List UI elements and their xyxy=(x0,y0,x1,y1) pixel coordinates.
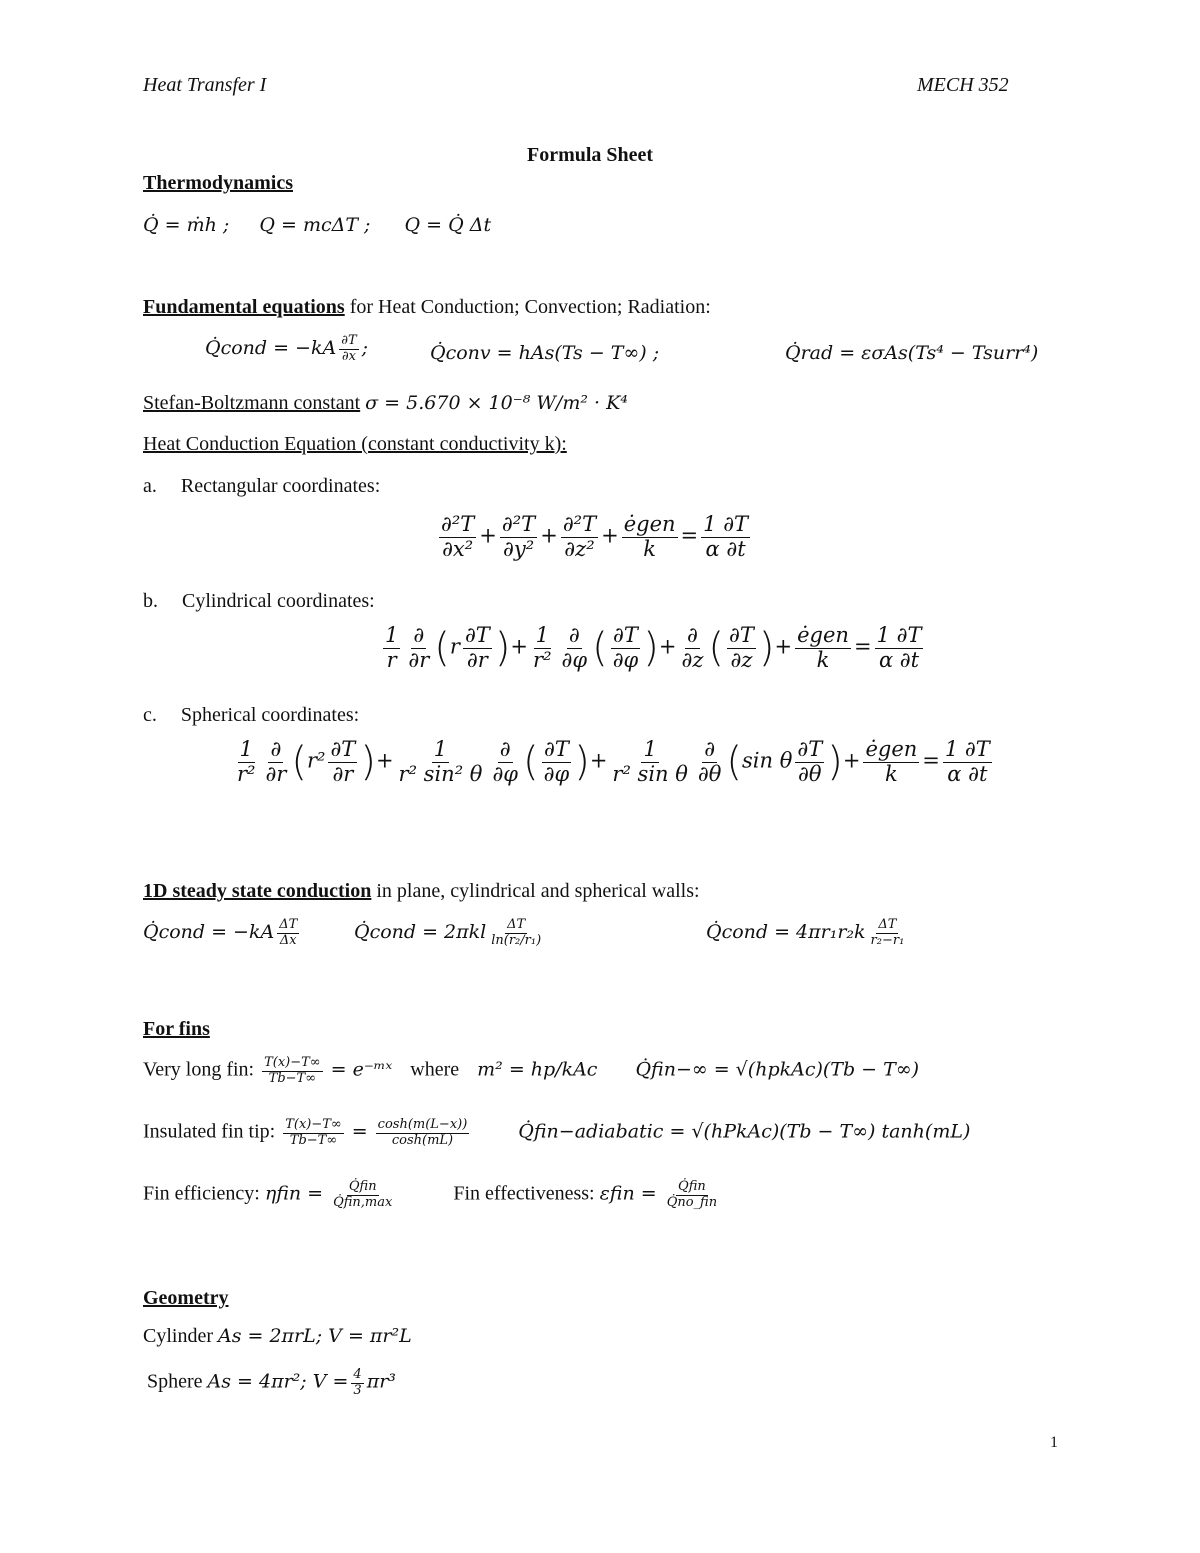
sphere-geometry-eq-2: πr³ xyxy=(366,1370,396,1393)
plus: + xyxy=(540,523,558,548)
sphwall-frac xyxy=(869,918,907,948)
cond-den: ∂x xyxy=(341,348,356,364)
sphere-label: Sphere xyxy=(147,1370,203,1393)
sph-c-num: ∂T xyxy=(330,737,356,761)
rect-t2-num: ∂²T xyxy=(501,512,536,536)
where-text: where xyxy=(410,1058,460,1081)
sph-i-num: ∂T xyxy=(797,737,823,761)
item-c-text: Spherical coordinates: xyxy=(180,704,360,726)
sph-k-den: α ∂t xyxy=(947,761,988,786)
cylinder-geometry-line xyxy=(143,1325,412,1348)
rect-t3-den: ∂z² xyxy=(564,536,595,561)
fundamental-heading: Fundamental equations xyxy=(143,296,345,318)
sphere-geometry-eq-1: As = 4πr²; V = xyxy=(207,1370,349,1393)
long-fin-line xyxy=(143,1056,919,1086)
convection-rate-eq: Q̇conv = hAs(Ts − T∞) ; xyxy=(430,342,660,364)
cylwall-num: ΔT xyxy=(507,917,526,932)
cylindrical-heat-equation: $\frac{1}{r}$ $\frac{\partial}{\partial r}$ (r $\frac{\partial T}{\partial r}$ )+ $\frac{1}{\text{r²}}$ $\frac{\partial}{\partial\varphi}$ ( $\frac{\partial T}{\partial\varphi}$ )+ $\frac{\partial}{\partial z}$ ( $\frac{\partial T}{\partial z}$ )+ $\frac{\text{ėgen}}{k}$ = $\frac{1 \partial T}{\alpha \partial t}$ xyxy=(385,623,922,672)
cyl-c-num: ∂T xyxy=(464,623,490,647)
sph-a xyxy=(235,738,257,786)
cyl-e xyxy=(560,624,590,672)
ins-num-2: cosh(m(L−x)) xyxy=(377,1117,468,1132)
rectangular-heat-equation xyxy=(436,513,753,561)
cyl-label-line xyxy=(143,590,375,613)
cyl-e-num: ∂ xyxy=(568,623,580,647)
heat-conduction-heading: Heat Conduction Equation (constant conductivity k): xyxy=(143,433,567,455)
fins-heading: For fins xyxy=(143,1018,210,1040)
equals: = xyxy=(680,523,699,548)
item-a-text: Rectangular coordinates: xyxy=(180,475,381,497)
sphwall-den: r₂−r₁ xyxy=(870,932,905,948)
cond-end: ; xyxy=(361,337,369,360)
cyl-j-den: α ∂t xyxy=(878,647,920,672)
sph-sin: sin θ xyxy=(742,748,793,773)
eff-num: Q̇fin xyxy=(348,1179,377,1194)
geometry-heading: Geometry xyxy=(143,1287,229,1309)
cyl-b-num: ∂ xyxy=(413,623,425,647)
plane-num: ΔT xyxy=(279,917,298,932)
sph-d-num: 1 xyxy=(433,737,448,761)
cyl-b xyxy=(406,624,431,672)
stefan-label: Stefan-Boltzmann constant xyxy=(143,392,361,414)
thermo-equations xyxy=(143,214,491,236)
fin-efficiency-label: Fin efficiency: xyxy=(143,1182,260,1205)
long-fin-frac xyxy=(262,1056,323,1086)
sph-k xyxy=(943,738,992,786)
steady-tail: in plane, cylindrical and spherical walls: xyxy=(371,880,700,902)
cyl-i-num: ėgen xyxy=(797,623,849,647)
cyl-c xyxy=(463,624,492,672)
sph-r2: r² xyxy=(306,748,326,773)
sph-b xyxy=(263,738,288,786)
thermodynamics-heading: Thermodynamics xyxy=(143,172,293,194)
sph-b-num: ∂ xyxy=(270,737,282,761)
sph-i-den: ∂θ xyxy=(798,761,822,786)
item-b-marker: b. xyxy=(143,590,158,612)
cond-num: ∂T xyxy=(341,333,357,348)
insulated-fin-line xyxy=(143,1118,970,1148)
cyl-f-den: ∂φ xyxy=(612,647,639,672)
sph-e xyxy=(490,738,520,786)
thermo-eq-3: Q = Q̇ Δt xyxy=(404,214,492,236)
eff-den: Q̇fin,max xyxy=(333,1194,393,1210)
cyl-r: r xyxy=(449,634,460,659)
radiation-rate-eq: Q̇rad = εσAs(Ts⁴ − Tsurr⁴) xyxy=(785,342,1039,364)
ins-frac-1 xyxy=(283,1118,344,1148)
sph-label-line xyxy=(143,704,359,727)
plus: + xyxy=(479,523,497,548)
fin-effectiveness-frac xyxy=(665,1180,719,1210)
sph-f-num: ∂T xyxy=(543,737,569,761)
effv-num: Q̇fin xyxy=(678,1179,706,1194)
rect-t1-den: ∂x² xyxy=(442,536,474,561)
sphere-geometry-line xyxy=(147,1368,396,1398)
fin-efficiency-lhs: ηfin = xyxy=(264,1182,324,1205)
sph-g-num: 1 xyxy=(643,737,657,761)
ins-equals: = xyxy=(351,1120,368,1143)
ins-frac-2 xyxy=(376,1118,470,1148)
cyl-a-num: 1 xyxy=(385,623,399,647)
stefan-value: σ = 5.670 × 10⁻⁸ W/m² · K⁴ xyxy=(365,392,628,414)
ins-den-1: Tb−T∞ xyxy=(289,1132,338,1148)
rect-t1-num: ∂²T xyxy=(441,512,475,536)
fin-efficiency-line xyxy=(143,1180,722,1210)
item-a-marker: a. xyxy=(143,475,157,497)
fin-effectiveness-label: Fin effectiveness: xyxy=(453,1182,595,1205)
rect-rhs xyxy=(701,513,750,561)
cyl-g xyxy=(679,624,705,672)
cyl-a-den: r xyxy=(386,647,397,672)
sph-i xyxy=(795,738,824,786)
cyl-e-den: ∂φ xyxy=(561,647,588,672)
header-course-code: MECH 352 xyxy=(917,74,1009,96)
sph-e-den: ∂φ xyxy=(492,761,519,786)
plane-lhs: Q̇cond = −kA xyxy=(143,921,275,944)
spherical-heat-equation: $\frac{1}{\text{r²}}$ $\frac{\partial}{\partial r}$ (r² $\frac{\partial T}{\partial r}$ )+ $\frac{1}{\text{r² sin² θ}}$ $\frac{\partial}{\partial\varphi}$ ( $\frac{\partial T}{\partial\varphi}$ )+ $\frac{1}{\text{r² sin θ}}$ $\frac{\partial}{\partial\theta}$ (sin θ $\frac{\partial T}{\partial\theta}$ )+ $\frac{\text{ėgen}}{k}$ = $\frac{1 \partial T}{\alpha \partial t}$ xyxy=(237,737,990,786)
sph-h-den: ∂θ xyxy=(697,761,722,786)
ins-den-2: cosh(mL) xyxy=(391,1132,454,1148)
rect-t2-den: ∂y² xyxy=(502,536,535,561)
cylinder-geometry-eq: As = 2πrL; V = πr²L xyxy=(218,1325,412,1347)
sph-k-num: 1 ∂T xyxy=(944,737,990,761)
sph-f-den: ∂φ xyxy=(543,761,570,786)
sphere-den: 3 xyxy=(353,1382,362,1398)
long-fin-heat-rate: Q̇fin−∞ = √(hpkAc)(Tb − T∞) xyxy=(635,1058,920,1081)
sph-h-num: ∂ xyxy=(704,737,716,761)
rect-term-3 xyxy=(561,513,598,561)
rect-label-line xyxy=(143,475,380,498)
cylinder-label: Cylinder xyxy=(143,1325,213,1347)
steady-heading: 1D steady state conduction xyxy=(143,880,372,902)
fundamental-line xyxy=(143,296,711,319)
sph-a-den: r² xyxy=(237,761,256,786)
rect-term-2 xyxy=(500,513,537,561)
long-fin-label: Very long fin: xyxy=(143,1058,255,1081)
cyl-d-den: r² xyxy=(533,647,552,672)
rect-t4-den: k xyxy=(643,536,656,561)
sphwall-num: ΔT xyxy=(878,917,897,932)
cyl-f-num: ∂T xyxy=(613,623,638,647)
cyl-d-num: 1 xyxy=(535,623,549,647)
sph-d xyxy=(397,738,485,786)
thermo-eq-1: Q̇ = ṁh ; xyxy=(143,214,230,236)
rect-term-1 xyxy=(439,513,476,561)
long-fin-rhs: = e⁻ᵐˣ xyxy=(330,1058,393,1081)
fin-efficiency-frac xyxy=(331,1180,394,1210)
cylwall-den: ln(r₂/r₁) xyxy=(491,932,542,948)
plane-frac xyxy=(277,918,299,948)
thermo-eq-2: Q = mcΔT ; xyxy=(259,214,371,236)
insulated-fin-heat-rate: Q̇fin−adiabatic = √(hPkAc)(Tb − T∞) tanh(mL) xyxy=(518,1120,971,1143)
cyl-g-den: ∂z xyxy=(681,647,704,672)
rect-rhs-num: 1 ∂T xyxy=(703,512,749,536)
cyl-g-num: ∂ xyxy=(687,623,698,647)
item-c-marker: c. xyxy=(143,704,157,726)
cyl-h-num: ∂T xyxy=(729,623,754,647)
sph-c-den: ∂r xyxy=(332,761,354,786)
item-b-text: Cylindrical coordinates: xyxy=(182,590,375,612)
rect-rhs-den: α ∂t xyxy=(705,536,746,561)
sph-j-den: k xyxy=(885,761,898,786)
cyl-i xyxy=(795,624,851,672)
cyl-i-den: k xyxy=(816,647,830,672)
cylwall-lhs: Q̇cond = 2πkl xyxy=(354,921,487,944)
cyl-d xyxy=(531,624,553,672)
cyl-f xyxy=(611,624,641,672)
plus: + xyxy=(601,523,619,548)
effv-den: Q̇no_fin xyxy=(666,1194,718,1210)
sphwall-lhs: Q̇cond = 4πr₁r₂k xyxy=(706,921,866,944)
m-equation: m² = hp/kAc xyxy=(477,1058,598,1081)
page-number: 1 xyxy=(1050,1434,1058,1451)
sph-e-num: ∂ xyxy=(499,737,511,761)
sph-c xyxy=(328,738,357,786)
page-title: Formula Sheet xyxy=(527,144,654,166)
rect-term-4 xyxy=(622,513,678,561)
cyl-c-den: ∂r xyxy=(466,647,488,672)
stefan-line xyxy=(143,392,628,415)
sphere-frac xyxy=(351,1368,363,1398)
sph-h xyxy=(696,738,724,786)
sph-g-den: r² sin θ xyxy=(612,761,688,786)
sph-d-den: r² sin² θ xyxy=(398,761,483,786)
rect-t3-num: ∂²T xyxy=(562,512,597,536)
cylwall-frac xyxy=(489,918,543,948)
rect-t4-num: ėgen xyxy=(623,512,676,536)
sph-b-den: ∂r xyxy=(265,761,287,786)
cyl-h-den: ∂z xyxy=(730,647,753,672)
ins-num-1: T(x)−T∞ xyxy=(285,1117,342,1132)
cond-frac xyxy=(339,334,358,364)
sph-j-num: ėgen xyxy=(865,737,918,761)
plane-wall-eq xyxy=(143,918,302,948)
header-course-title: Heat Transfer I xyxy=(143,74,267,96)
steady-line xyxy=(143,880,700,903)
cond-lhs: Q̇cond = −kA xyxy=(205,337,337,360)
insulated-fin-label: Insulated fin tip: xyxy=(143,1120,276,1143)
long-fin-den: Tb−T∞ xyxy=(268,1070,317,1086)
sph-f xyxy=(542,738,572,786)
cyl-j-num: 1 ∂T xyxy=(876,623,922,647)
cylindrical-wall-eq xyxy=(354,918,546,948)
spherical-wall-eq xyxy=(706,918,909,948)
cyl-b-den: ∂r xyxy=(408,647,430,672)
sph-g xyxy=(610,738,689,786)
fundamental-tail: for Heat Conduction; Convection; Radiation: xyxy=(344,296,711,318)
cyl-a xyxy=(383,624,400,672)
cyl-j xyxy=(875,624,924,672)
sph-a-num: 1 xyxy=(239,737,253,761)
sphere-num: 4 xyxy=(353,1367,362,1382)
plane-den: Δx xyxy=(279,932,297,948)
fin-effectiveness-lhs: εfin = xyxy=(599,1182,657,1205)
cyl-h xyxy=(727,624,756,672)
sph-j xyxy=(863,738,919,786)
conduction-rate-eq xyxy=(205,334,368,364)
long-fin-num: T(x)−T∞ xyxy=(264,1055,321,1070)
